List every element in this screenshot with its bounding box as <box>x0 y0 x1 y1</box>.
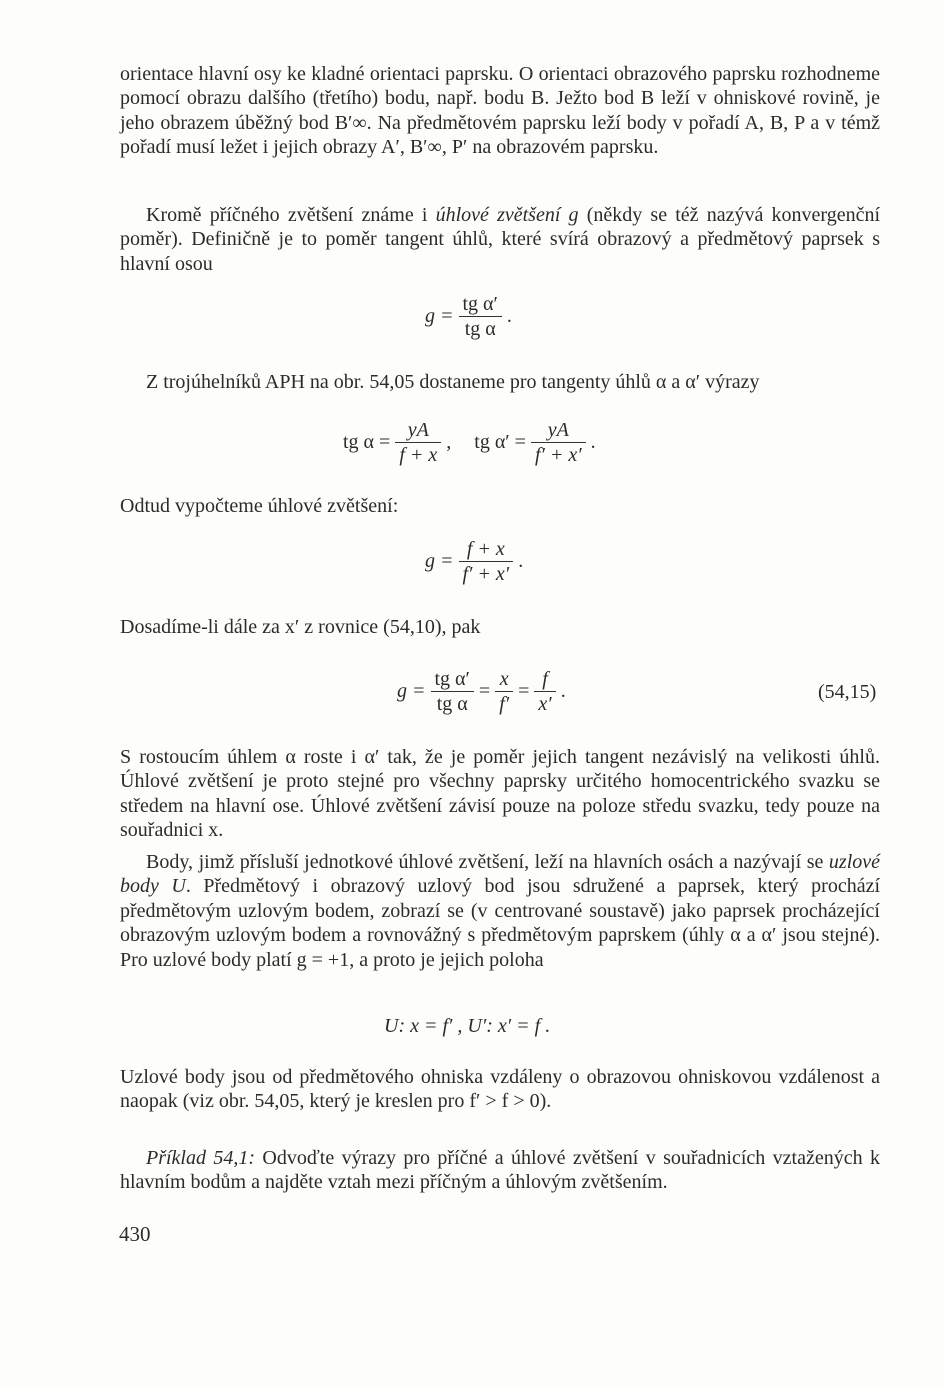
paragraph-1 <box>120 62 880 160</box>
example-54-1 <box>120 1146 880 1195</box>
equation-g-definition: g = $\frac{\text{tg α′}}{\text{tg α}}$ . <box>425 293 512 340</box>
paragraph-7: Body, jimž přísluší jednotkové úhlové zvětšení, leží na hlavních osách a nazývají se uzlové body U. Předmětový i obrazový uzlový bod jsou sdružené a paprsek, který prochází předmětovým uzlovým bodem, zobrazí se (v centrované soustavě) jako paprsek procházející obrazovým uzlovým bodem a rovnovážný s předmětovým paprskem (úhly α a α′ jsou stejné). Pro uzlové body platí g = +1, a proto je jejich poloha <box>120 851 880 971</box>
example-label: Příklad 54,1: <box>146 1147 256 1169</box>
term-angular-magnification: úhlové zvětšení g <box>435 204 579 226</box>
equation-g-ratio: g = $\frac{f + x}{f' + x'}$ . <box>425 538 524 585</box>
paragraph-1-text: orientace hlavní osy ke kladné orientaci paprsku. O orientaci obrazového paprsku rozhodneme pomocí obrazu dalšího (třetího) bodu, např. bodu B. Ježto bod B leží v ohniskové rovině, je jeho obrazem úběžný bod B′∞. Na předmětovém paprsku leží body v pořadí A, B, P a v témž pořadí musí ležet i jejich obrazy A′, B′∞, P′ na obrazovém paprsku. <box>120 63 880 159</box>
equation-nodal-points: U: x = f′ , U′: x′ = f . <box>384 1015 551 1037</box>
paragraph-3: Z trojúhelníků APH na obr. 54,05 dostaneme pro tangenty úhlů α a α′ výrazy <box>146 371 760 393</box>
example-text: Odvoďte výrazy pro příčné a úhlové zvětšení v souřadnicích vztažených k hlavním bodům a najděte vztah mezi příčným a úhlovým zvětšením. <box>120 1147 880 1194</box>
paragraph-8: Uzlové body jsou od předmětového ohniska vzdáleny o obrazovou ohniskovou vzdálenost a naopak (viz obr. 54,05, který je kreslen pro f′ > f > 0). <box>120 1066 880 1113</box>
paragraph-4: Odtud vypočteme úhlové zvětšení: <box>120 495 399 517</box>
page-number: 430 <box>119 1222 151 1246</box>
paragraph-2-start: Kromě příčného zvětšení známe i <box>146 204 436 226</box>
term-nodal-points: uzlové body U <box>120 851 880 898</box>
equation-54-15: g = $\frac{\text{tg α′}}{\text{tg α}}$ = $\frac{x}{f'}$ = $\frac{f}{x'}$ . <box>397 668 566 715</box>
equation-tangents: tg α = $\frac{yA}{f + x}$ , tg α′ = $\frac{yA}{f' + x'}$ . <box>343 419 596 466</box>
paragraph-6: S rostoucím úhlem α roste i α′ tak, že je poměr jejich tangent nezávislý na velikosti úhlů. Úhlové zvětšení je proto stejné pro všechny paprsky určitého homocentrického svazku se středem na hlavní ose. Úhlové zvětšení závisí pouze na poloze středu svazku, tedy pouze na souřadnici x. <box>120 746 880 842</box>
paragraph-5: Dosadíme-li dále za x′ z rovnice (54,10), pak <box>120 616 481 638</box>
equation-number: (54,15) <box>818 681 877 703</box>
paragraph-2-end: (někdy se též nazývá konvergenční poměr). Definičně je to poměr tangent úhlů, které svírá obrazový a předmětový paprsek s hlavní osou <box>120 204 881 275</box>
paragraph-2 <box>120 203 880 276</box>
